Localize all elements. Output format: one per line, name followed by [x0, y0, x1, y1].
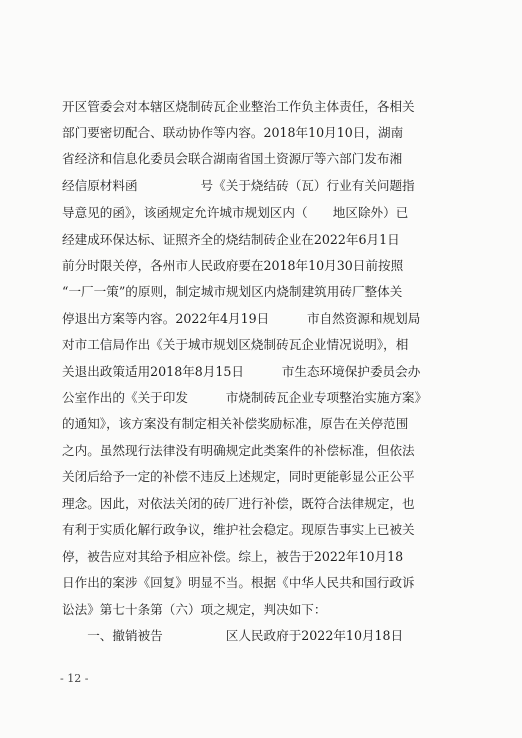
text-line: 停退出方案等内容。2022年4月19日 市自然资源和规划局 — [62, 311, 421, 326]
text-line: 有利于实质化解行政争议，维护社会稳定。现原告事实上已被关 — [62, 522, 415, 537]
page-number: - 12 - — [60, 672, 89, 685]
text-line: 经建成环保达标、证照齐全的烧结制砖企业在2022年6月1日 — [62, 232, 400, 247]
text-line: 对市工信局作出《关于城市规划区烧制砖瓦企业情况说明》，相 — [62, 337, 409, 352]
text-line: 关退出政策适用2018年8月15日 市生态环境保护委员会办 — [62, 364, 421, 379]
text-line: 之内。虽然现行法律没有明确规定此类案件的补偿标准，但依法 — [62, 443, 415, 458]
text-line: 日作出的案涉《回复》明显不当。根据《中华人民共和国行政诉 — [62, 575, 415, 590]
text-line: 省经济和信息化委员会联合湖南省国土资源厅等六部门发布湘 — [62, 151, 403, 166]
text-line: 经信原材料函 号《关于烧结砖（瓦）行业有关问题指 — [62, 178, 415, 193]
text-line: 一、撤销被告 区人民政府于2022年10月18日 — [62, 628, 404, 643]
text-line: 停，被告应对其给予相应补偿。综上，被告于2022年10月18 — [62, 549, 404, 564]
text-line: 部门要密切配合、联动协作等内容。2018年10月10日，湖南 — [62, 125, 404, 140]
text-line: 公室作出的《关于印发 市烧制砖瓦企业专项整治实施方案》 — [62, 390, 428, 405]
text-line: 关闭后给予一定的补偿不违反上述规定，同时更能彰显公正公平 — [62, 469, 415, 484]
text-line: 前分时限关停，各州市人民政府要在2018年10月30日前按照 — [62, 258, 404, 273]
text-line: 导意见的函》，该函规定允许城市规划区内（ 地区除外）已 — [62, 205, 409, 220]
text-line: 讼法》第七十条第（六）项之规定，判决如下： — [62, 602, 327, 617]
text-line: 开区管委会对本辖区烧制砖瓦企业整治工作负主体责任，各相关 — [62, 99, 415, 114]
text-line: 理念。因此，对依法关闭的砖厂进行补偿，既符合法律规定，也 — [62, 496, 415, 511]
text-line: 的通知》，该方案没有制定相关补偿奖励标准，原告在关停范围 — [62, 416, 409, 431]
text-line: “一厂一策”的原则，制定城市规划区内烧制建筑用砖厂整体关 — [62, 284, 403, 299]
